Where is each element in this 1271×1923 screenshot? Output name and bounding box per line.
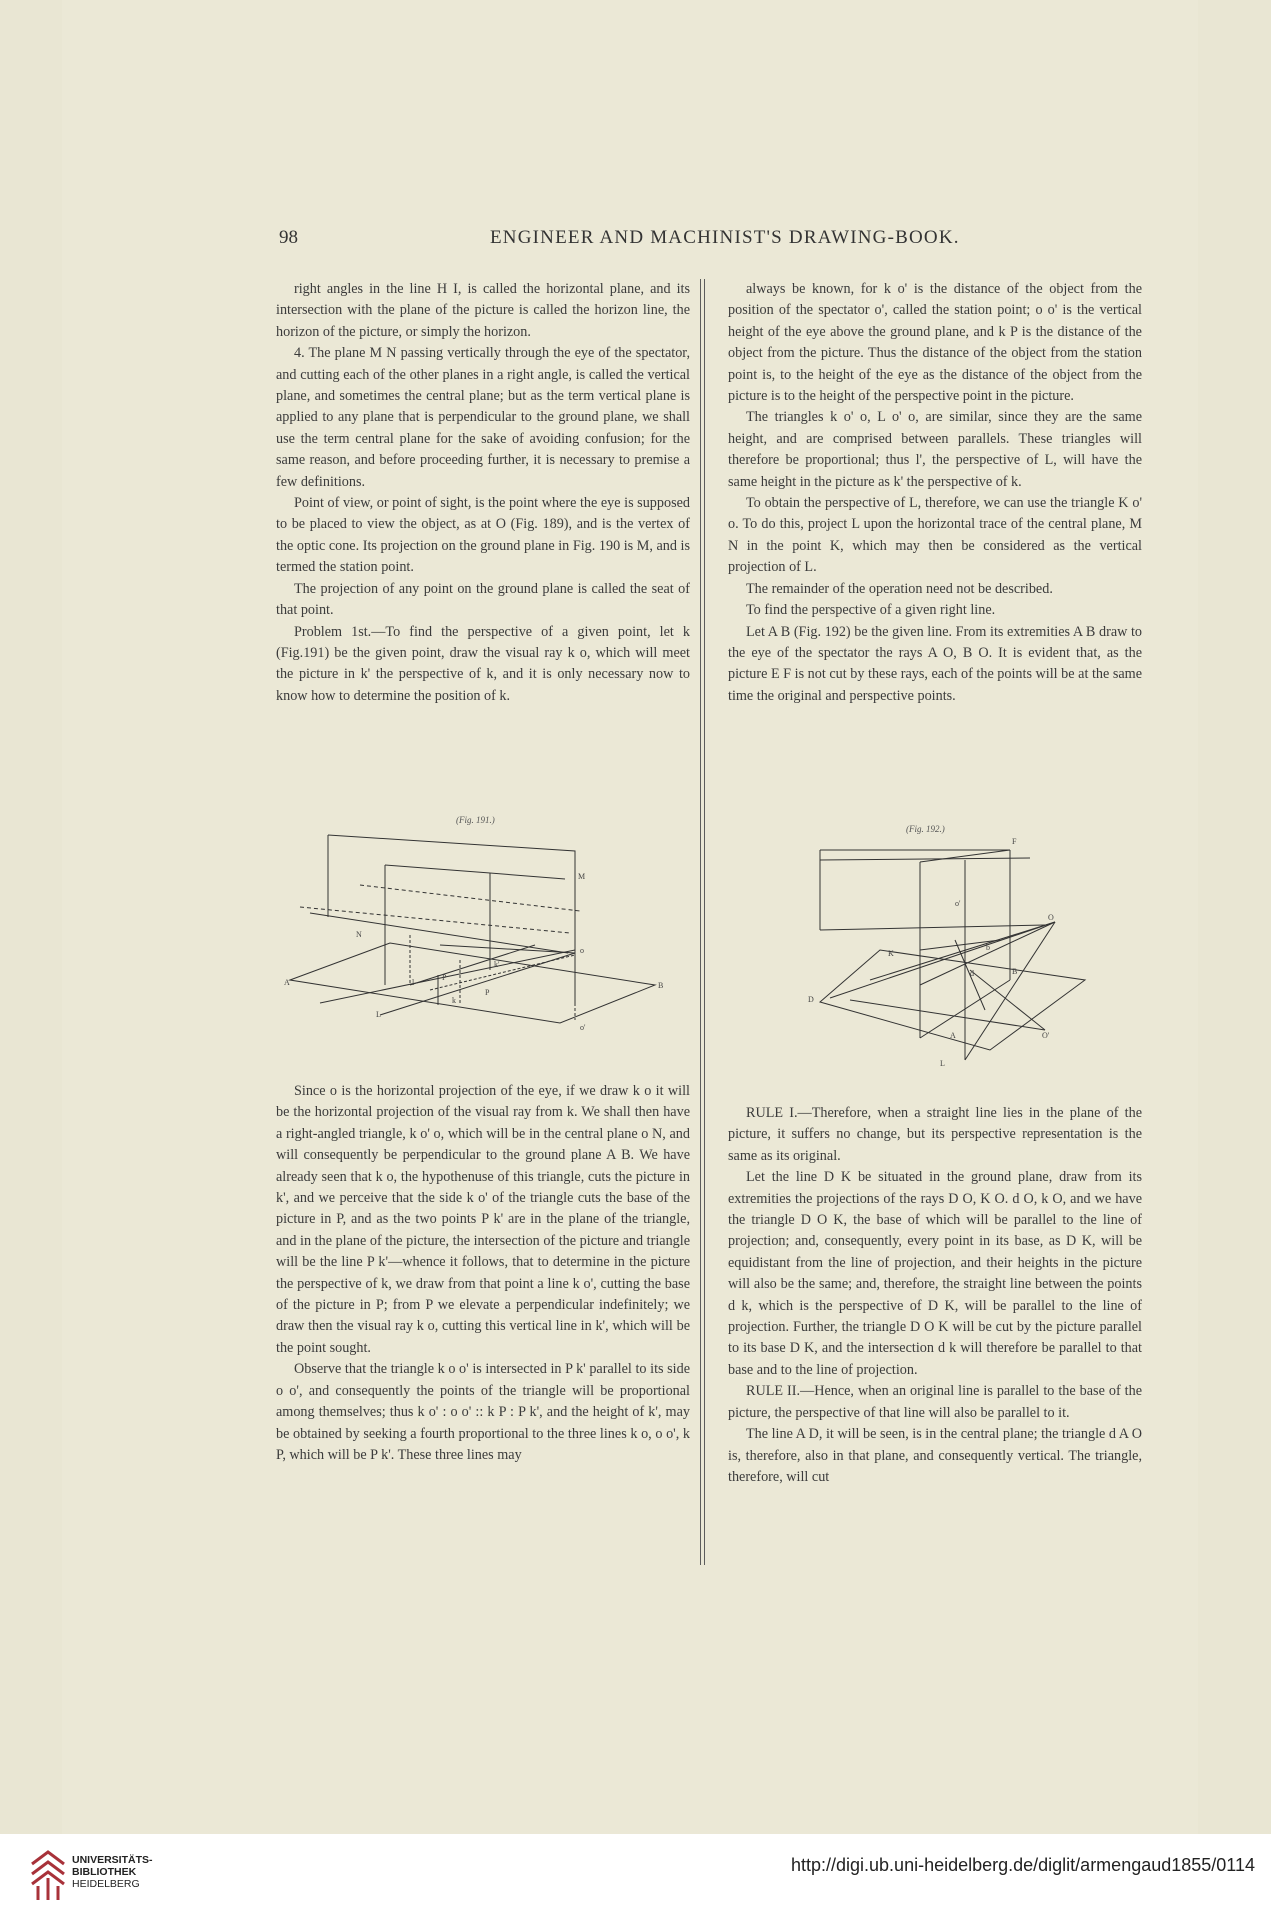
paragraph: always be known, for k o' is the distance of the object from the position of the spectator o', called the station point; o o' is the vertical height of the eye above the ground plane, and k P is the distance of the object from the picture. Thus the distance of the object from the station point is, to the height of the eye as the distance of the object from the picture is to the height of the perspective point in the picture. [728, 281, 1142, 405]
paragraph: Let A B (Fig. 192) be the given line. From its extremities A B draw to the eye of the spectator the rays A O, B O. It is evident that, as the picture E F is not cut by these rays, each of the points will be at the same time the original and perspective points. [728, 623, 1142, 704]
right-column-bottom [728, 1103, 1142, 1488]
paragraph: To obtain the perspective of L, therefore, we can use the triangle K o' o. To do this, project L upon the horizontal trace of the central plane, M N in the point K, which may then be considered as the vertical projection of L. [728, 495, 1142, 576]
paragraph: To find the perspective of a given right line. [746, 602, 996, 619]
label-k-prime: k' [494, 960, 500, 969]
column-divider [704, 279, 705, 1565]
source-url[interactable]: http://digi.ub.uni-heidelberg.de/diglit/armengaud1855/0114 [790, 1855, 1255, 1875]
figure-191-diagram [280, 825, 670, 1055]
page-header [0, 227, 1271, 251]
paragraph: The remainder of the operation need not be described. [746, 580, 1053, 597]
label-o-prime: o' [580, 1023, 586, 1032]
column-divider [700, 279, 701, 1565]
label-P: P [442, 973, 447, 982]
label-d: d [970, 969, 974, 978]
label-p: P [485, 988, 490, 997]
page-number: 98 [279, 227, 298, 248]
footer-bar [0, 1834, 1271, 1923]
paragraph: Observe that the triangle k o o' is intersected in P k' parallel to its side o o', and consequently the points of the triangle will be proportional among themselves; thus k o' : o o' :: k P : P k', and the height of k', may be obtained by seeking a fourth proportional to the three lines k o, o o', k P, which will be P k'. These three lines may [276, 1361, 690, 1463]
paragraph: Problem 1st.—To find the perspective of a given point, let k (Fig.191) be the given point, draw the visual ray k o, which will meet the picture in k' the perspective of k, and it is only necessary now to know how to determine the position of k. [276, 623, 690, 704]
paragraph: 4. The plane M N passing vertically through the eye of the spectator, and cutting each of the other planes in a right angle, is called the vertical plane, and sometimes the central plane; but as the term vertical plane is applied to any plane that is perpendicular to the ground plane, we shall use the term central plane for the sake of avoiding confusion; for the same reason, and before proceeding further, it is necessary to premise a few definitions. [276, 345, 690, 490]
label-k: k [452, 996, 456, 1005]
library-name-line: UNIVERSITÄTS- [72, 1854, 153, 1866]
paragraph: right angles in the line H I, is called the horizontal plane, and its intersection with the plane of the picture is called the horizon line, the horizon of the picture, or simply the horizon. [276, 281, 690, 340]
label-L: L [940, 1059, 945, 1068]
label-O: O [1048, 913, 1054, 922]
paragraph: The line A D, it will be seen, is in the central plane; the triangle d A O is, therefore, also in that plane, and consequently vertical. The triangle, therefore, will cut [728, 1426, 1142, 1485]
figure-191-caption: (Fig. 191.) [456, 815, 495, 825]
label-N: N [356, 930, 362, 939]
right-column-top [728, 279, 1142, 707]
paragraph: Let the line D K be situated in the ground plane, draw from its extremities the projections of the rays D O, K O. d O, k O, and we have the triangle D O K, the base of which will be parallel to the line of projection; and, consequently, every point in its base, as D K, will be equidistant from the line of projection, and their heights in the picture will also be the same; and, therefore, the straight line between the points d k, which is the perspective of D K, will be parallel to the line of projection. Further, the triangle D O K will be cut by the picture parallel to its base D K, and the intersection d k will therefore be parallel to that base and to the line of projection. [728, 1169, 1142, 1378]
label-b: b [986, 943, 990, 952]
label-A: A [284, 978, 290, 987]
label-D: D [808, 995, 814, 1004]
library-name [72, 1854, 153, 1890]
label-L: L [376, 1010, 381, 1019]
label-F: F [1012, 837, 1017, 846]
label-K: K [888, 949, 894, 958]
label-B: B [658, 981, 664, 990]
label-B: B [1012, 967, 1018, 976]
left-column-top [276, 279, 690, 707]
library-name-line: HEIDELBERG [72, 1878, 140, 1890]
rule-ii: RULE II.—Hence, when an original line is parallel to the base of the picture, the perspective of that line will also be parallel to it. [728, 1383, 1142, 1421]
figure-192-caption: (Fig. 192.) [906, 824, 945, 834]
label-o-prime: o' [955, 899, 961, 908]
left-column-bottom [276, 1081, 690, 1466]
label-l: l [412, 978, 415, 987]
paragraph: The triangles k o' o, L o' o, are similar, since they are the same height, and are comprised between parallels. These triangles will therefore be proportional; thus l', the perspective of L, will have the same height in the picture as k' the perspective of k. [728, 409, 1142, 490]
library-logo-icon [26, 1846, 70, 1904]
label-O-prime: O' [1042, 1031, 1050, 1040]
figure-192-diagram [790, 830, 1090, 1070]
running-head: ENGINEER AND MACHINIST'S DRAWING-BOOK. [490, 227, 960, 248]
label-A: A [950, 1031, 956, 1040]
library-name-line: BIBLIOTHEK [72, 1866, 137, 1878]
paragraph: Since o is the horizontal projection of the eye, if we draw k o it will be the horizontal projection of the visual ray from k. We shall then have a right-angled triangle, k o' o, which will be in the central plane o N, and will consequently be perpendicular to the ground plane A B. We have already seen that k o, the hypothenuse of this triangle, cuts the picture in k', and we perceive that the side k o' of the triangle cuts the base of the picture in P, and as the two points P k' are in the plane of the triangle, and in the plane of the picture, the intersection of the picture and triangle will be the line P k'—whence it follows, that to determine in the picture the perspective of k, we draw from that point a line k o', cutting the base of the picture in P; from P we elevate a perpendicular indefinitely; we draw then the visual ray k o, cutting this vertical line in k', which will be the point sought. [276, 1083, 690, 1356]
paragraph: The projection of any point on the ground plane is called the seat of that point. [276, 580, 690, 619]
rule-i: RULE I.—Therefore, when a straight line lies in the plane of the picture, it suffers no change, but its perspective representation is the same as its original. [728, 1105, 1142, 1164]
paragraph: Point of view, or point of sight, is the point where the eye is supposed to be placed to view the object, as at O (Fig. 189), and is the vertex of the optic cone. Its projection on the ground plane in Fig. 190 is M, and is termed the station point. [276, 495, 690, 576]
label-M: M [578, 872, 586, 881]
label-o: o [580, 946, 584, 955]
